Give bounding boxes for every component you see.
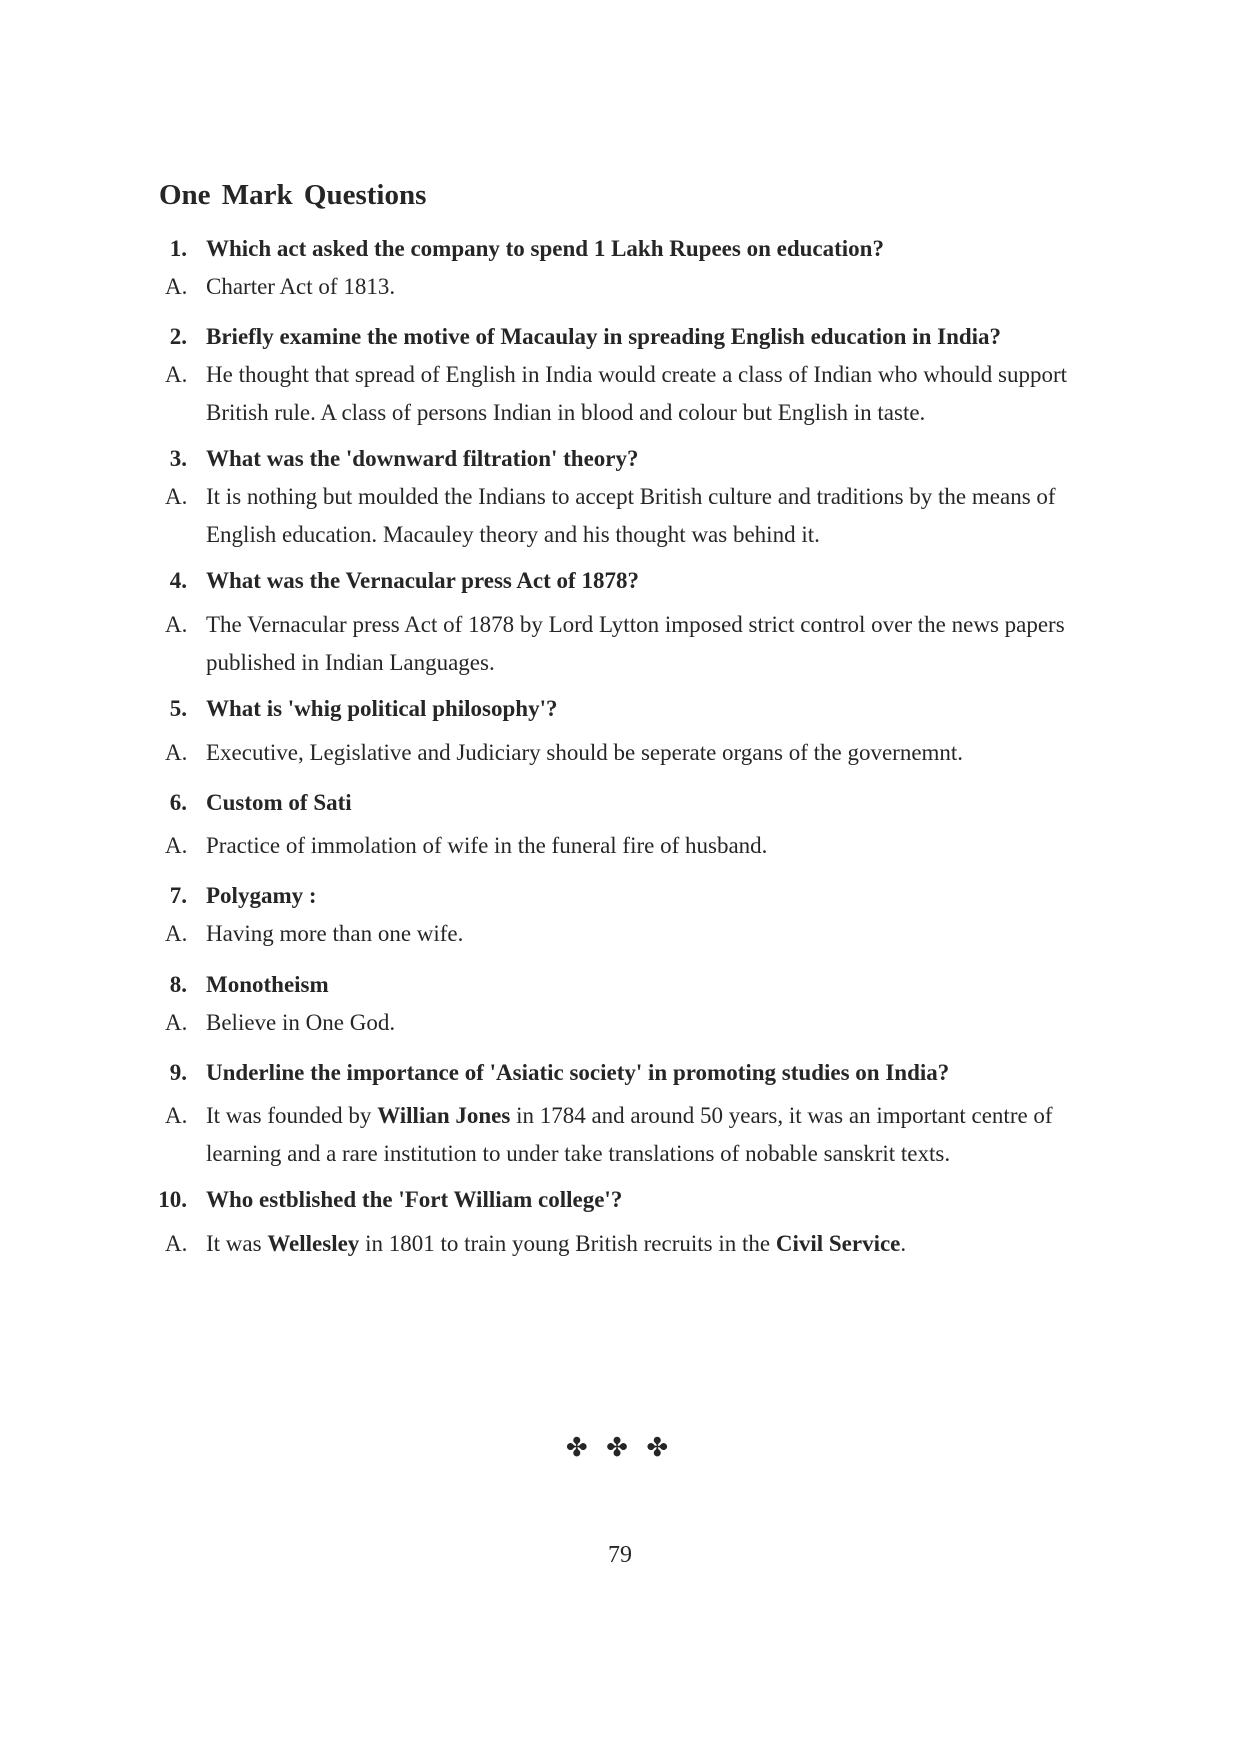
answer-row	[0, 1004, 1240, 1042]
question-text: Who estblished the 'Fort William college'?	[206, 1187, 623, 1212]
answer-marker: A.	[165, 1010, 188, 1035]
question-item	[0, 1054, 1240, 1092]
ornament-divider: ✤ ✤ ✤	[565, 1433, 675, 1462]
question-number: 10.	[158, 1187, 187, 1212]
answer-text-segment: Believe in One God.	[206, 1010, 396, 1035]
question-number: 9.	[169, 1060, 187, 1085]
question-item	[0, 440, 1240, 478]
answer-item	[0, 268, 1240, 306]
page-number: 79	[608, 1542, 632, 1568]
answer-text-segment: It was	[206, 1231, 268, 1256]
answer-marker: A.	[165, 484, 188, 509]
answer-text-segment: Having more than one wife.	[206, 921, 464, 946]
answer-text	[206, 1225, 1091, 1263]
question-item	[0, 230, 1240, 268]
answer-text-segment: It was founded by	[206, 1103, 378, 1128]
answer-row	[0, 915, 1240, 953]
answer-marker: A.	[165, 1103, 188, 1128]
answer-text-segment: in 1801 to train young British recruits in the	[359, 1231, 776, 1256]
answer-marker: A.	[165, 274, 188, 299]
answer-row	[0, 268, 1240, 306]
answer-marker: A.	[165, 362, 188, 387]
section-title: One Mark Questions	[159, 179, 427, 211]
question-text: Which act asked the company to spend 1 Lakh Rupees on education?	[206, 236, 884, 261]
answer-text	[206, 1097, 1091, 1173]
question-row	[0, 877, 1240, 915]
question-item	[0, 966, 1240, 1004]
question-item	[0, 562, 1240, 600]
answer-text	[206, 268, 1091, 306]
question-text: What is 'whig political philosophy'?	[206, 696, 558, 721]
answer-row	[0, 478, 1240, 554]
answer-text-segment: Charter Act of 1813.	[206, 274, 396, 299]
answer-text	[206, 827, 1091, 865]
question-row	[0, 784, 1240, 822]
answer-text-segment: in 1784 and around 50 years, it was an important centre of learning and a rare institution to under take translations of nobable sanskrit texts.	[206, 1103, 1053, 1166]
question-row	[0, 690, 1240, 728]
answer-item	[0, 356, 1240, 432]
question-row	[0, 440, 1240, 478]
answer-bold-text: Civil Service	[775, 1231, 901, 1256]
question-row	[0, 1181, 1240, 1219]
answer-bold-text: Wellesley	[267, 1231, 360, 1256]
question-number: 8.	[169, 972, 187, 997]
answer-item	[0, 1004, 1240, 1042]
question-item	[0, 784, 1240, 822]
answer-text-segment: The Vernacular press Act of 1878 by Lord Lytton imposed strict control over the news papers published in Indian Languages.	[206, 612, 1065, 675]
answer-text-segment: .	[900, 1231, 907, 1256]
answer-text	[206, 606, 1091, 682]
question-number: 3.	[169, 446, 187, 471]
question-row	[0, 318, 1240, 356]
question-number: 7.	[169, 883, 187, 908]
answer-row	[0, 827, 1240, 865]
question-text: What was the 'downward filtration' theory?	[206, 446, 639, 471]
answer-row	[0, 356, 1240, 432]
answer-row	[0, 1097, 1240, 1173]
question-number: 5.	[169, 696, 187, 721]
question-number: 2.	[169, 324, 187, 349]
question-text: What was the Vernacular press Act of 1878?	[206, 568, 639, 593]
answer-item	[0, 1225, 1240, 1263]
answer-text-segment: It is nothing but moulded the Indians to accept British culture and traditions by the means of English education. Macauley theory and his thought was behind it.	[206, 484, 1056, 547]
question-text: Underline the importance of 'Asiatic society' in promoting studies on India?	[206, 1060, 950, 1085]
answer-item	[0, 606, 1240, 682]
answer-marker: A.	[165, 740, 188, 765]
answer-text-segment: Practice of immolation of wife in the funeral fire of husband.	[206, 833, 768, 858]
answer-text	[206, 915, 1091, 953]
answer-item	[0, 827, 1240, 865]
answer-item	[0, 734, 1240, 772]
question-text: Polygamy :	[206, 883, 317, 908]
question-row	[0, 230, 1240, 268]
answer-item	[0, 1097, 1240, 1173]
answer-marker: A.	[165, 1231, 188, 1256]
answer-item	[0, 915, 1240, 953]
answer-row	[0, 1225, 1240, 1263]
answer-row	[0, 606, 1240, 682]
question-number: 6.	[169, 790, 187, 815]
question-item	[0, 318, 1240, 356]
answer-text	[206, 734, 1091, 772]
question-text: Monotheism	[206, 972, 329, 997]
answer-marker: A.	[165, 833, 188, 858]
question-text: Briefly examine the motive of Macaulay in spreading English education in India?	[206, 324, 1002, 349]
answer-text-segment: Executive, Legislative and Judiciary should be seperate organs of the governemnt.	[206, 740, 964, 765]
question-item	[0, 877, 1240, 915]
question-item	[0, 1181, 1240, 1219]
question-row	[0, 1054, 1240, 1092]
answer-item	[0, 478, 1240, 554]
answer-text	[206, 1004, 1091, 1042]
question-row	[0, 562, 1240, 600]
question-item	[0, 690, 1240, 728]
answer-marker: A.	[165, 612, 188, 637]
question-number: 4.	[169, 568, 187, 593]
answer-text	[206, 478, 1091, 554]
question-number: 1.	[169, 236, 187, 261]
answer-text	[206, 356, 1091, 432]
answer-text-segment: He thought that spread of English in India would create a class of Indian who whould support British rule. A class of persons Indian in blood and colour but English in taste.	[206, 362, 1068, 425]
answer-row	[0, 734, 1240, 772]
question-row	[0, 966, 1240, 1004]
answer-marker: A.	[165, 921, 188, 946]
answer-bold-text: Willian Jones	[377, 1103, 511, 1128]
question-text: Custom of Sati	[206, 790, 352, 815]
